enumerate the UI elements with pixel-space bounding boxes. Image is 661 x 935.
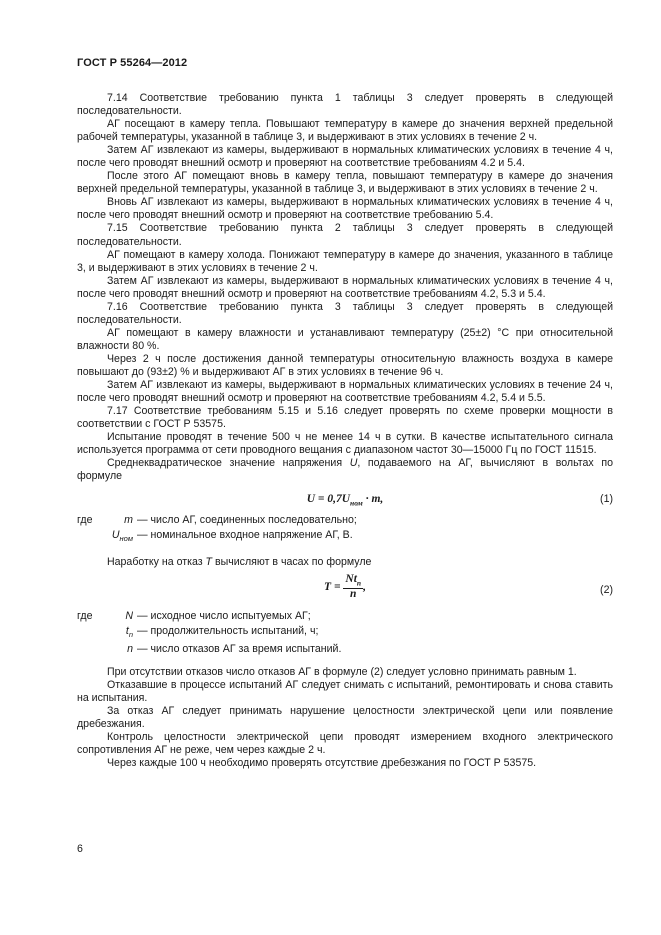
- paragraph: Контроль целостности электрической цепи проводят измерением входного электрического сопротивления АГ не реже, чем через каждые 2 ч.: [77, 731, 613, 757]
- formula-var: m: [371, 493, 381, 506]
- where-row: [77, 643, 613, 656]
- formula-2-fraction: [343, 574, 363, 600]
- paragraph: Вновь АГ извлекают из камеры, выдерживают в нормальных климатических условиях в течение 4 ч, после чего проводят внешний осмотр и проверяют на соответствие требованию 5.4.: [77, 196, 613, 222]
- text: Среднеквадратическое значение напряжения: [107, 457, 350, 470]
- formula-op: = 0,7: [315, 493, 342, 506]
- text: , подаваемого на АГ, вычисляют в вольтах по формуле: [77, 457, 613, 483]
- formula-var: U: [306, 493, 316, 506]
- variable-u: U: [349, 457, 358, 470]
- formula-1: [77, 486, 613, 512]
- where-var: [103, 529, 137, 545]
- where-desc: — номинальное входное напряжение АГ, В.: [137, 529, 353, 542]
- where-var-sub: n: [128, 629, 133, 639]
- where-row: [77, 610, 613, 623]
- where-var-letter: U: [111, 529, 120, 542]
- where-row: [77, 514, 613, 527]
- where-label-empty: [77, 643, 103, 656]
- where-row: [77, 625, 613, 641]
- paragraph: Испытание проводят в течение 500 ч не менее 14 ч в сутки. В качестве испытательного сигнала используется программа от сети проводного вещания с диапазоном частот 30—15000 Гц по ГОСТ 11515.: [77, 431, 613, 457]
- where-desc: — продолжительность испытаний, ч;: [137, 624, 319, 637]
- paragraph: Затем АГ извлекают из камеры, выдерживают в нормальных климатических условиях в течение 24 ч, после чего проводят внешний осмотр и проверяют на соответствие требованиям 4.2, 5.4 и 5.5.: [77, 379, 613, 405]
- where-label-empty: [77, 625, 103, 641]
- formula-var: N: [345, 572, 354, 585]
- formula-1-expression: [77, 493, 613, 509]
- where-desc: — число АГ, соединенных последовательно;: [137, 514, 357, 527]
- paragraph-mtbf-intro: [77, 556, 613, 569]
- text: вычисляют в часах по формуле: [212, 555, 372, 568]
- document-body: [77, 92, 613, 770]
- paragraph: АГ помещают в камеру холода. Понижают температуру в камере до значения, указанного в таблице 3, и выдерживают в этих условиях в течение 2 ч.: [77, 248, 613, 274]
- paragraph: 7.14 Соответствие требованию пункта 1 таблицы 3 следует проверять в следующей последовательности.: [77, 92, 613, 118]
- where-label: где: [77, 609, 93, 622]
- where-desc: — число отказов АГ за время испытаний.: [137, 642, 342, 655]
- where-row: [77, 529, 613, 545]
- page-number: 6: [77, 843, 83, 855]
- paragraph: 7.16 Соответствие требованию пункта 3 таблицы 3 следует проверять в следующей последовательности.: [77, 300, 613, 326]
- where-var: m: [124, 514, 133, 527]
- where-label: где: [77, 514, 93, 527]
- paragraph: Затем АГ извлекают из камеры, выдерживают в нормальных климатических условиях в течение 4 ч, после чего проводят внешний осмотр и проверяют на соответствие требованиям 4.2, 5.3 и 5.4.: [77, 274, 613, 300]
- formula-var: t: [353, 572, 357, 585]
- paragraph: Через 2 ч после достижения данной температуры относительную влажность воздуха в камере повышают до (93±2) % и выдерживают АГ в этих условиях в течение 96 ч.: [77, 352, 613, 378]
- formula-2-number: (2): [600, 583, 613, 596]
- paragraph: АГ посещают в камеру тепла. Повышают температуру в камере до значения верхней предельной рабочей температуры, указанной в таблице 3, и выдерживают в этих условиях в течение 2 ч.: [77, 118, 613, 144]
- paragraph: АГ помещают в камеру влажности и устанавливают температуру (25±2) °С при относительной влажности 80 %.: [77, 326, 613, 352]
- where-var-letter: t: [125, 624, 129, 637]
- where-desc: — исходное число испытуемых АГ;: [137, 609, 311, 622]
- variable-t: T: [205, 555, 213, 568]
- paragraph: Отказавшие в процессе испытаний АГ следует снимать с испытаний, ремонтировать и снова ставить на испытания.: [77, 678, 613, 704]
- paragraph: При отсутствии отказов число отказов АГ в формуле (2) следует условно принимать равным 1.: [107, 665, 577, 678]
- where-var-sub: ном: [119, 534, 133, 544]
- where-var: [103, 625, 137, 641]
- formula-op: ,: [363, 580, 366, 593]
- paragraph-voltage-intro: [77, 457, 613, 483]
- formula-op: ·: [362, 493, 372, 506]
- formula-sub: ном: [350, 498, 363, 508]
- fraction-denominator: n: [350, 587, 357, 600]
- formula-2: [77, 572, 613, 608]
- formula-1-number: (1): [600, 493, 613, 506]
- formula-op: ,: [380, 493, 384, 506]
- paragraph: 7.17 Соответствие требованиям 5.15 и 5.16 следует проверять по схеме проверки мощности в соответствии с ГОСТ Р 53575.: [77, 405, 613, 431]
- paragraph: 7.15 Соответствие требованию пункта 2 таблицы 3 следует проверять в следующей последовательности.: [77, 222, 613, 248]
- paragraph: После этого АГ помещают вновь в камеру тепла, повышают температуру в камере до значения верхней предельной температуры, указанной в таблице 3, и выдерживают в этих условиях в течение 2 ч.: [77, 170, 613, 196]
- document-header: ГОСТ Р 55264—2012: [77, 57, 188, 69]
- formula-2-expression: [77, 574, 613, 600]
- paragraph: За отказ АГ следует принимать нарушение целостности электрической цепи или появление дребезжания.: [77, 705, 613, 731]
- paragraph: Через каждые 100 ч необходимо проверять отсутствие дребезжания по ГОСТ Р 53575.: [107, 757, 537, 770]
- paragraph: Затем АГ извлекают из камеры, выдерживают в нормальных климатических условиях в течение 4 ч, после чего проводят внешний осмотр и проверяют на соответствие требованиям 4.2 и 5.4.: [77, 144, 613, 170]
- text: Наработку на отказ: [107, 555, 206, 568]
- formula-sub: n: [356, 577, 362, 587]
- formula-var: T: [324, 580, 332, 593]
- fraction-numerator: [343, 574, 363, 589]
- formula-var: U: [341, 493, 351, 506]
- where-label-empty: [77, 529, 103, 545]
- where-var: N: [125, 609, 133, 622]
- where-var: n: [127, 642, 133, 655]
- formula-op: =: [331, 580, 344, 593]
